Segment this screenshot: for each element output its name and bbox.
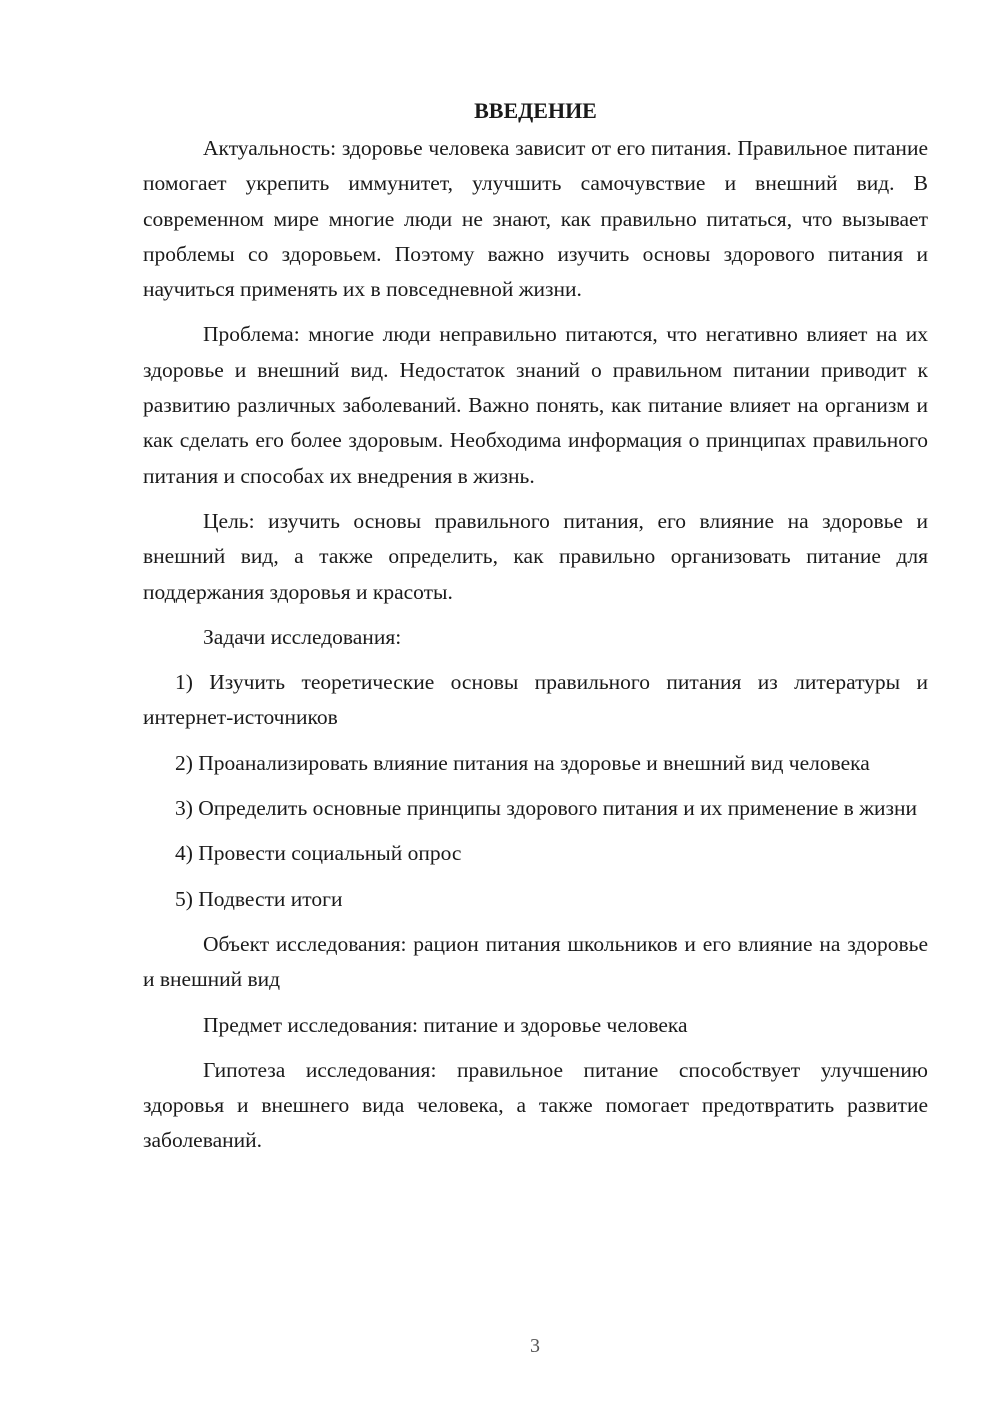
paragraph-object: Объект исследования: рацион питания школьников и его влияние на здоровье и внешний вид bbox=[143, 931, 928, 992]
task-item-4: 4) Провести социальный опрос bbox=[175, 841, 462, 866]
paragraph-tasks-heading: Задачи исследования: bbox=[203, 624, 402, 649]
paragraph-problem: Проблема: многие люди неправильно питаются, что негативно влияет на их здоровье и внешний вид. Недостаток знаний о правильном питании приводит к развитию различных заболеваний. Важно понять, как питание влияет на организм и как сделать его более здоровым. Необходима информация о принципах правильного питания и способах их внедрения в жизнь. bbox=[143, 322, 928, 488]
page-number: 3 bbox=[530, 1335, 540, 1357]
paragraph-goal: Цель: изучить основы правильного питания, его влияние на здоровье и внешний вид, а также определить, как правильно организовать питание для поддержания здоровья и красоты. bbox=[143, 508, 928, 604]
task-item-1: 1) Изучить теоретические основы правильного питания из литературы и интернет-источников bbox=[143, 670, 928, 730]
paragraph-subject: Предмет исследования: питание и здоровье человека bbox=[203, 1012, 688, 1037]
task-item-5: 5) Подвести итоги bbox=[175, 886, 343, 911]
paragraph-relevance: Актуальность: здоровье человека зависит от его питания. Правильное питание помогает укрепить иммунитет, улучшить самочувствие и внешний вид. В современном мире многие люди не знают, как правильно питаться, что вызывает проблемы со здоровьем. Поэтому важно изучить основы здорового питания и научиться применять их в повседневной жизни. bbox=[143, 136, 928, 302]
document-page bbox=[143, 95, 928, 1169]
task-item-2: 2) Проанализировать влияние питания на здоровье и внешний вид человека bbox=[175, 750, 870, 775]
task-item-3: 3) Определить основные принципы здорового питания и их применение в жизни bbox=[175, 796, 918, 821]
paragraph-hypothesis: Гипотеза исследования: правильное питание способствует улучшению здоровья и внешнего вида человека, а также помогает предотвратить развитие заболеваний. bbox=[143, 1057, 928, 1153]
section-title: ВВЕДЕНИЕ bbox=[474, 98, 597, 123]
